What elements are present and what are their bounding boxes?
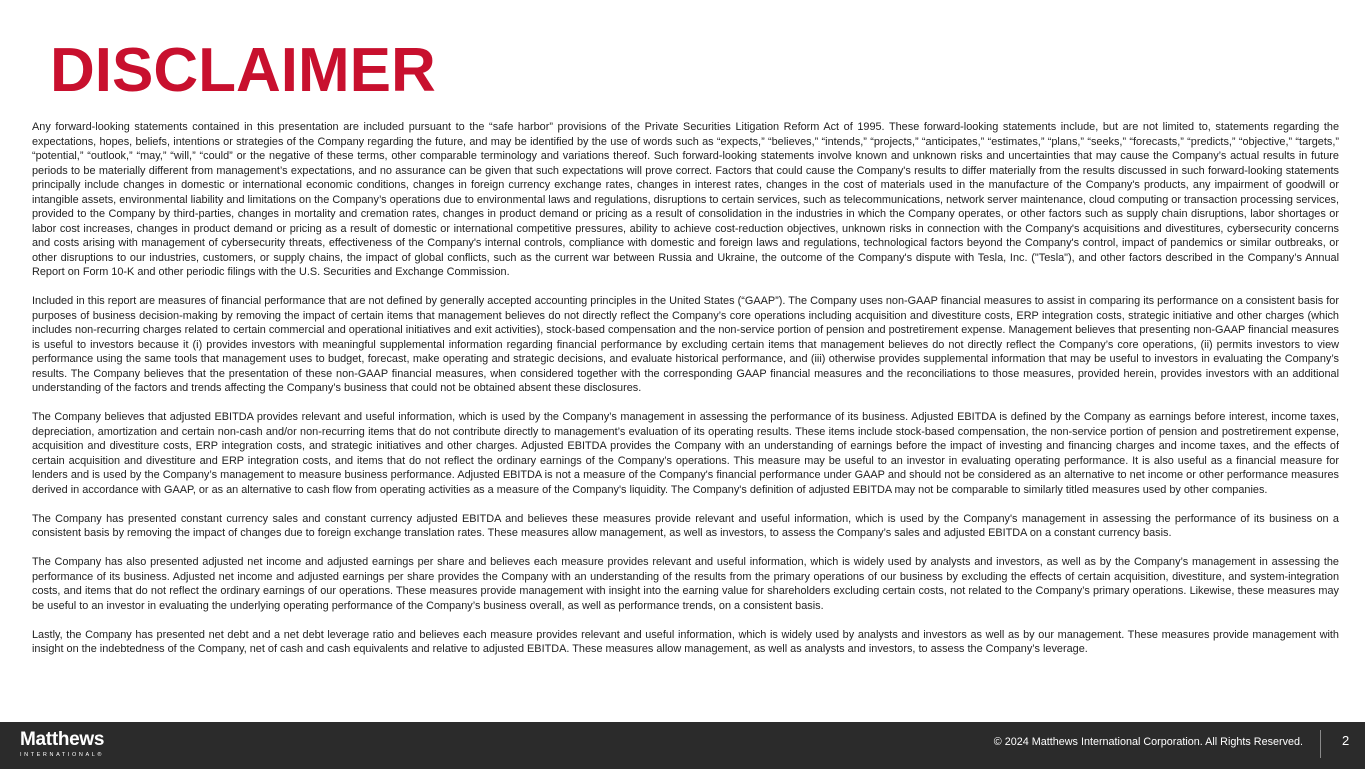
matthews-logo [20, 730, 104, 759]
disclaimer-body [32, 120, 1339, 671]
paragraph-forward-looking: Any forward-looking statements contained in this presentation are included pursuant to the “safe harbor” provisions of the Private Securities Litigation Reform Act of 1995. These forward-looking statements include, but are not limited to, statements regarding the expectations, hopes, beliefs, intentions or strategies of the Company regarding the future, and may be identified by the use of words such as “expects,” “believes,” “intends,” “projects,” “anticipates,” “estimates,” “plans,” “seeks,” “forecasts,” “predicts,” “objective,” “targets,” “potential,” “outlook,” “may,” “will,” “could” or the negative of these terms, other comparable terminology and variations thereof. Such forward-looking statements involve known and unknown risks and uncertainties that may cause the Company’s actual results in future periods to be materially different from management’s expectations, and no assurance can be given that such expectations will prove correct. Factors that could cause the Company's results to differ materially from the results discussed in such forward-looking statements principally include changes in domestic or international economic conditions, changes in foreign currency exchange rates, changes in interest rates, changes in the cost of materials used in the manufacture of the Company's products, any impairment of goodwill or intangible assets, environmental liability and limitations on the Company’s operations due to environmental laws and regulations, disruptions to certain services, such as telecommunications, network server maintenance, cloud computing or transaction processing services, provided to the Company by third-parties, changes in mortality and cremation rates, changes in product demand or pricing as a result of consolidation in the industries in which the Company operates, or other factors such as supply chain disruptions, labor shortages or labor cost increases, changes in product demand or pricing as a result of domestic or international competitive pressures, ability to achieve cost-reduction objectives, unknown risks in connection with the Company's acquisitions and divestitures, cybersecurity concerns and costs arising with management of cybersecurity threats, effectiveness of the Company's internal controls, compliance with domestic and foreign laws and regulations, technological factors beyond the Company's control, impact of pandemics or similar outbreaks, or other disruptions to our industries, customers, or supply chains, the impact of global conflicts, such as the current war between Russia and Ukraine, the outcome of the Company's dispute with Tesla, Inc. ("Tesla"), and other factors described in the Company’s Annual Report on Form 10-K and other periodic filings with the U.S. Securities and Exchange Commission. [32, 121, 1339, 278]
paragraph-non-gaap: Included in this report are measures of financial performance that are not defined by generally accepted accounting principles in the United States (“GAAP”). The Company uses non-GAAP financial measures to assist in comparing its performance on a consistent basis for purposes of business decision-making by removing the impact of certain items that management believes do not directly reflect the Company’s core operations including acquisition and divestiture costs, ERP integration costs, strategic initiative and other charges (which includes non-recurring charges related to certain commercial and operational initiatives and exit activities), stock-based compensation and the non-service portion of pension and postretirement expense. Management believes that presenting non-GAAP financial measures is useful to investors because it (i) provides investors with meaningful supplemental information regarding financial performance by excluding certain items that management believes do not directly reflect the Company’s core operations, (ii) permits investors to view performance using the same tools that management uses to budget, forecast, make operating and strategic decisions, and evaluate historical performance, and (iii) otherwise provides supplemental information that may be useful to investors in evaluating the Company’s results. The Company believes that the presentation of these non-GAAP financial measures, when considered together with the corresponding GAAP financial measures and the reconciliations to those measures, provided herein, provides investors with an additional understanding of the factors and trends affecting the Company’s business that could not be obtained absent these disclosures. [32, 295, 1339, 394]
paragraph-net-debt: Lastly, the Company has presented net debt and a net debt leverage ratio and believes each measure provides relevant and useful information, which is widely used by analysts and investors as well as by our management. These measures provide management with insight on the indebtedness of the Company, net of cash and cash equivalents and relative to adjusted EBITDA. These measures allow management, as well as analysts and investors, to assess the Company’s leverage. [32, 628, 1339, 655]
logo-subtitle: INTERNATIONAL® [20, 752, 105, 758]
paragraph-adjusted-ebitda: The Company believes that adjusted EBITDA provides relevant and useful information, which is used by the Company’s management in assessing the performance of its business. Adjusted EBITDA is defined by the Company as earnings before interest, income taxes, depreciation, amortization and certain non-cash and/or non-recurring items that do not contribute directly to management’s evaluation of its operating results. These items include stock-based compensation, the non-service portion of pension and postretirement expense, acquisition and divestiture costs, ERP integration costs, and strategic initiatives and other charges. Adjusted EBITDA provides the Company with an understanding of earnings before the impact of investing and financing charges and income taxes, and the effects of certain acquisition and divestiture and ERP integration costs, and items that do not reflect the ordinary earnings of the Company’s operations. This measure may be useful to an investor in evaluating operating performance. It is also useful as a financial measure for lenders and is used by the Company’s management to measure business performance. Adjusted EBITDA is not a measure of the Company's financial performance under GAAP and should not be considered as an alternative to net income or other performance measures derived in accordance with GAAP, or as an alternative to cash flow from operating activities as a measure of the Company's liquidity. The Company's definition of adjusted EBITDA may not be comparable to similarly titled measures used by other companies. [32, 411, 1339, 496]
page-title: DISCLAIMER [50, 36, 436, 105]
copyright-text: © 2024 Matthews International Corporation. All Rights Reserved. [993, 736, 1303, 748]
footer-divider [1320, 730, 1321, 758]
paragraph-constant-currency: The Company has presented constant currency sales and constant currency adjusted EBITDA and believes these measures provide relevant and useful information, which is used by the Company's management in assessing the performance of its business on a consistent basis by removing the impact of changes due to foreign exchange translation rates. These measures allow management, as well as investors, to assess the Company’s sales and adjusted EBITDA on a constant currency basis. [32, 512, 1339, 539]
logo-wordmark: Matthews [20, 729, 105, 750]
footer-bar [0, 722, 1365, 769]
paragraph-adjusted-net-income: The Company has also presented adjusted net income and adjusted earnings per share and believes each measure provides relevant and useful information, which is widely used by analysts and investors, as well as by the Company’s management in assessing the performance of its business. Adjusted net income and adjusted earnings per share provides the Company with an understanding of the results from the primary operations of our business by excluding the effects of certain acquisition, divestiture, and system-integration costs, and items that do not reflect the ordinary earnings of our operations. These measures provide management with insight into the earning value for shareholders excluding certain costs, not related to the Company’s primary operations. Likewise, these measures may be useful to an investor in evaluating the underlying operating performance of the Company’s business overall, as well as performance trends, on a consistent basis. [32, 556, 1339, 612]
page-number: 2 [1342, 733, 1350, 748]
